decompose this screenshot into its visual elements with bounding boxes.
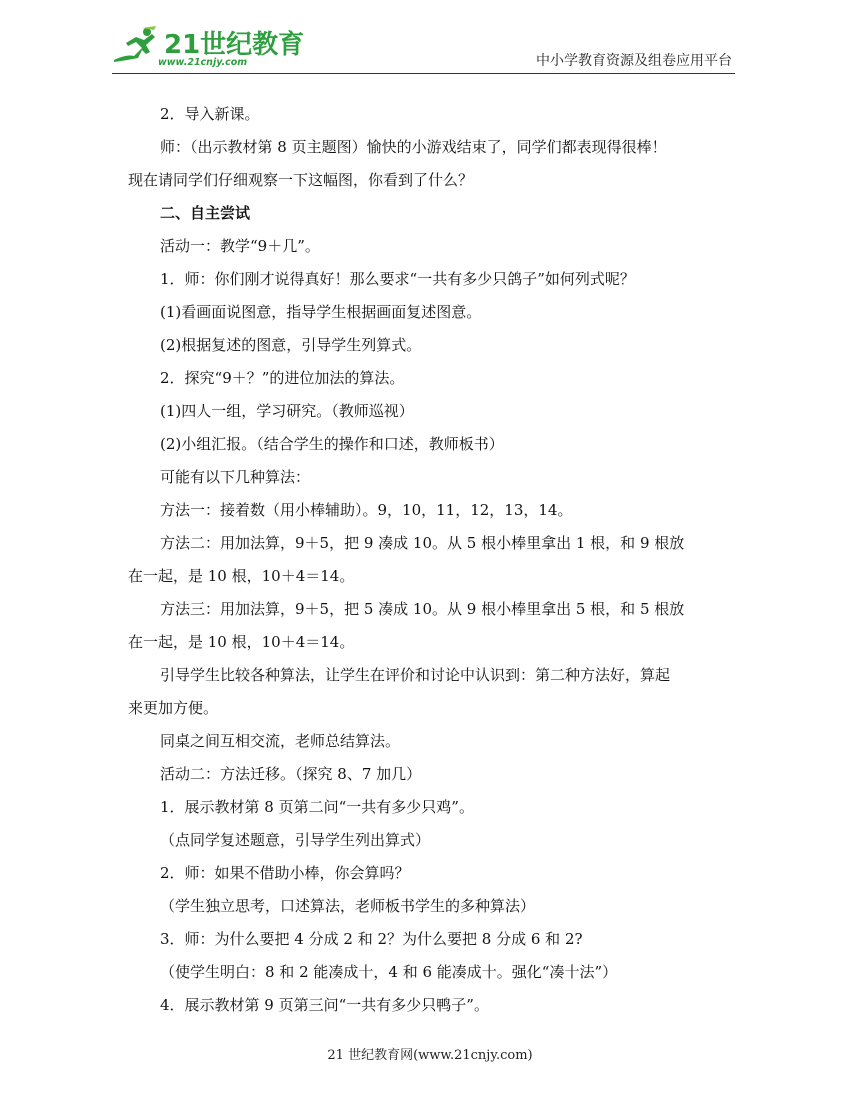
logo-main-text: 21世纪教育 [164,30,305,60]
paragraph: 师：（出示教材第 8 页主题图）愉快的小游戏结束了，同学们都表现得很棒！ [160,138,667,156]
paragraph: 4．展示教材第 9 页第三问“一共有多少只鸭子”。 [160,996,489,1014]
paragraph: 3．师：为什么要把 4 分成 2 和 2？为什么要把 8 分成 6 和 2? [160,930,583,948]
paragraph: (1)看画面说图意，指导学生根据画面复述图意。 [160,303,482,321]
logo [112,24,305,72]
paragraph-continuation: 现在请同学们仔细观察一下这幅图，你看到了什么？ [128,171,474,189]
paragraph: (2)根据复述的图意，引导学生列算式。 [160,336,422,354]
paragraph: 方法一：接着数（用小棒辅助）。9，10，11，12，13，14。 [160,501,573,519]
paragraph: （学生独立思考，口述算法，老师板书学生的多种算法） [160,897,536,915]
paragraph: 2．导入新课。 [160,105,260,123]
paragraph: 1．师：你们刚才说得真好！那么要求“一共有多少只鸽子”如何列式呢？ [160,270,635,288]
paragraph: 2．师：如果不借助小棒，你会算吗？ [160,864,410,882]
paragraph: (1)四人一组，学习研究。（教师巡视） [160,402,414,420]
paragraph: 2．探究“9＋？”的进位加法的算法。 [160,369,405,387]
runner-icon [112,26,160,66]
paragraph: （使学生明白：8 和 2 能凑成十，4 和 6 能凑成十。强化“凑十法”） [160,963,618,981]
page-header [0,0,860,80]
paragraph: 同桌之间互相交流，老师总结算法。 [160,732,401,750]
paragraph: 1．展示教材第 8 页第二问“一共有多少只鸡”。 [160,798,474,816]
paragraph: 引导学生比较各种算法，让学生在评价和讨论中认识到：第二种方法好，算起 [160,666,671,684]
paragraph: （点同学复述题意，引导学生列出算式） [160,831,431,849]
platform-title: 中小学教育资源及组卷应用平台 [536,53,732,69]
paragraph: 可能有以下几种算法： [160,468,311,486]
document-body [128,98,738,1022]
paragraph-continuation: 在一起，是 10 根，10＋4＝14。 [128,567,355,585]
paragraph: (2)小组汇报。（结合学生的操作和口述，教师板书） [160,435,504,453]
paragraph: 活动二：方法迁移。（探究 8、7 加几） [160,765,422,783]
section-heading: 二、自主尝试 [160,204,251,222]
paragraph: 方法三：用加法算，9＋5，把 5 凑成 10。从 9 根小棒里拿出 5 根，和 5 根放 [160,600,685,618]
header-divider [112,73,735,74]
paragraph: 方法二：用加法算，9＋5，把 9 凑成 10。从 5 根小棒里拿出 1 根，和 9 根放 [160,534,685,552]
paragraph: 活动一：教学“9＋几”。 [160,237,320,255]
paragraph-continuation: 来更加方便。 [128,699,219,717]
paragraph-continuation: 在一起，是 10 根，10＋4＝14。 [128,633,355,651]
logo-url-text: www.21cnjy.com [158,57,248,68]
page-footer: 21 世纪教育网(www.21cnjy.com) [327,1048,533,1063]
